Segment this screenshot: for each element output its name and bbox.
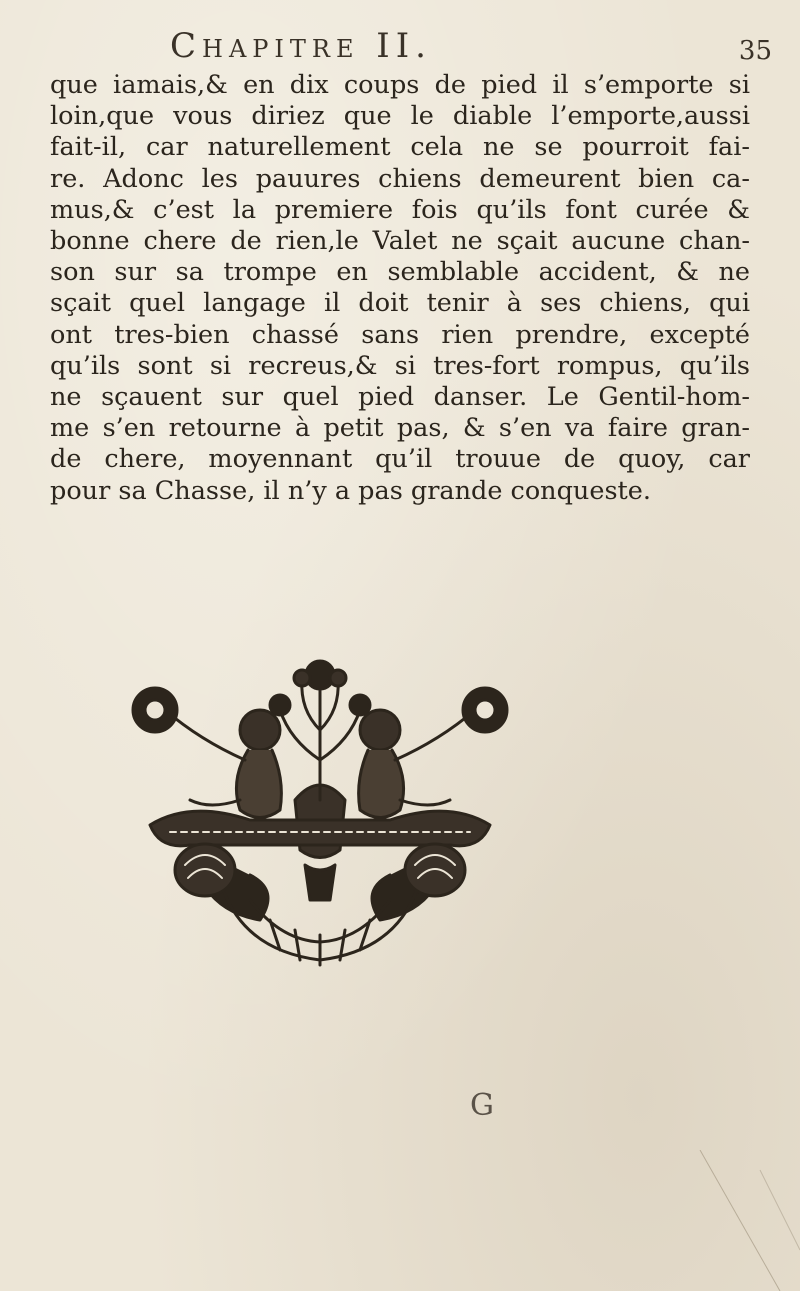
text-line: ne sçauent sur quel pied danser. Le Gentil-hom- xyxy=(50,382,750,413)
paper-stain-icon xyxy=(600,1150,800,1291)
text-line: de chere, moyennant qu’il trouue de quoy, car xyxy=(50,444,750,475)
text-line: pour sa Chasse, il n’y a pas grande conqueste. xyxy=(50,475,651,506)
woodcut-tailpiece-icon xyxy=(130,650,510,980)
page-number: 35 xyxy=(738,36,772,66)
text-line: bonne chere de rien,le Valet ne sçait aucune chan- xyxy=(50,226,750,257)
text-line: re. Adonc les pauures chiens demeurent bien ca- xyxy=(50,163,750,194)
text-line: loin,que vous diriez que le diable l’emporte,aussi xyxy=(50,101,750,132)
text-line: fait-il, car naturellement cela ne se pourroit fai- xyxy=(50,132,750,163)
text-line: me s’en retourne à petit pas, & s’en va faire gran- xyxy=(50,413,750,444)
chapter-title: Chapitre II. xyxy=(170,26,432,66)
signature-mark: G xyxy=(470,1088,494,1123)
running-head xyxy=(170,26,590,66)
text-line: son sur sa trompe en semblable accident, & ne xyxy=(50,257,750,288)
text-line: qu’ils sont si recreus,& si tres-fort rompus, qu’ils xyxy=(50,350,750,381)
text-line: que iamais,& en dix coups de pied il s’emporte si xyxy=(50,70,750,100)
text-line: mus,& c’est la premiere fois qu’ils font curée & xyxy=(50,194,750,225)
text-line: ont tres-bien chassé sans rien prendre, excepté xyxy=(50,319,750,350)
body-paragraph xyxy=(50,70,750,507)
text-line: sçait quel langage il doit tenir à ses chiens, qui xyxy=(50,288,750,319)
